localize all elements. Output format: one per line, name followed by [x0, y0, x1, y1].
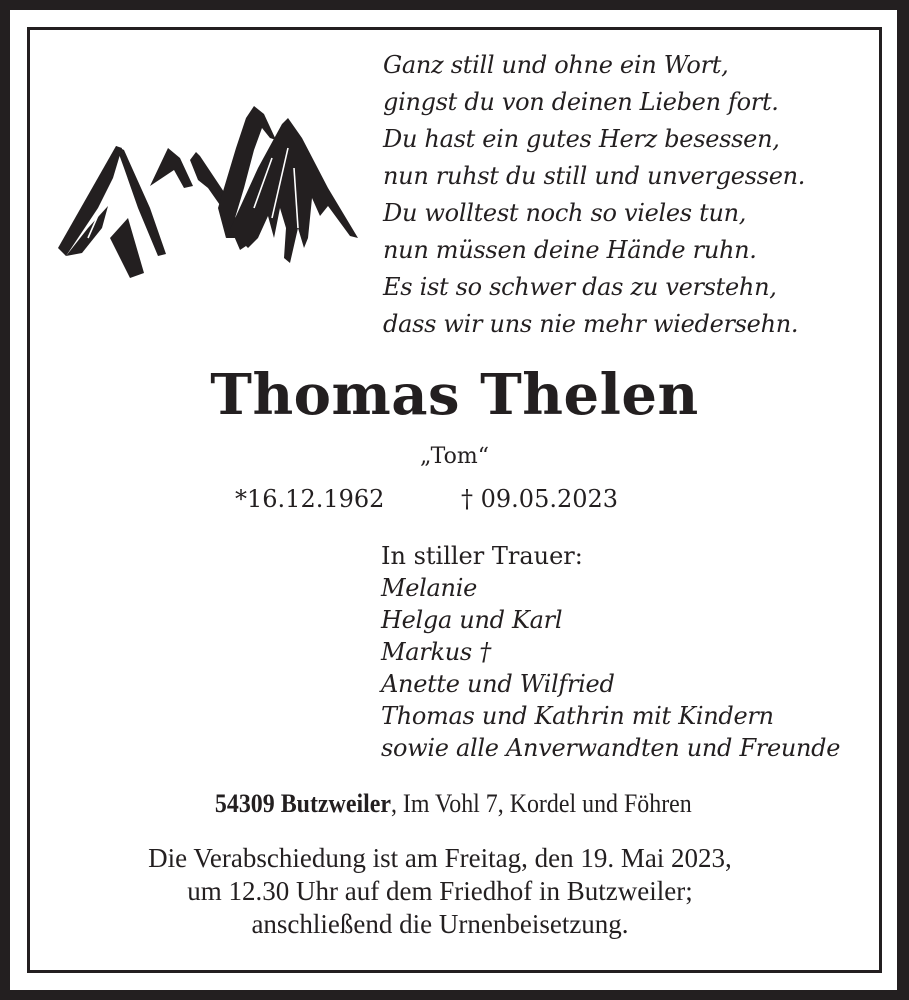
mourners-list: [381, 540, 840, 764]
service-line: Die Verabschiedung ist am Freitag, den 19. Mai 2023,: [148, 843, 732, 873]
address-rest: , Im Vohl 7, Kordel und Föhren: [390, 789, 692, 818]
mountains-icon: [58, 88, 358, 280]
poem-line: Es ist so schwer das zu verstehn,: [383, 273, 777, 301]
service-line: anschließend die Urnenbeisetzung.: [251, 909, 629, 939]
mourner-name: Melanie: [381, 574, 477, 602]
poem-line: nun müssen deine Hände ruhn.: [383, 236, 757, 264]
mourners-heading: In stiller Trauer:: [381, 542, 583, 570]
deceased-name: Thomas Thelen: [210, 362, 699, 428]
birth-date: *16.12.1962: [235, 485, 385, 513]
deceased-nickname: „Tom“: [420, 444, 489, 469]
mourner-name: Thomas und Kathrin mit Kindern: [381, 702, 774, 730]
mourner-name: Helga und Karl: [381, 606, 563, 634]
poem: [383, 47, 805, 343]
mourner-name: sowie alle Anverwandten und Freunde: [381, 734, 841, 762]
address: [35, 788, 871, 820]
poem-line: nun ruhst du still und unvergessen.: [383, 162, 806, 190]
poem-line: Ganz still und ohne ein Wort,: [383, 51, 729, 79]
service-line: um 12.30 Uhr auf dem Friedhof in Butzweiler;: [187, 876, 693, 906]
mourner-name: Markus †: [381, 638, 491, 666]
mourner-name: Anette und Wilfried: [381, 670, 615, 698]
service-info: [0, 842, 880, 941]
poem-line: Du hast ein gutes Herz besessen,: [383, 125, 780, 153]
poem-line: Du wolltest noch so vieles tun,: [383, 199, 747, 227]
death-date: † 09.05.2023: [461, 485, 619, 513]
poem-line: gingst du von deinen Lieben fort.: [383, 88, 779, 116]
poem-line: dass wir uns nie mehr wiedersehn.: [383, 310, 799, 338]
address-city: 54309 Butzweiler: [214, 789, 391, 818]
